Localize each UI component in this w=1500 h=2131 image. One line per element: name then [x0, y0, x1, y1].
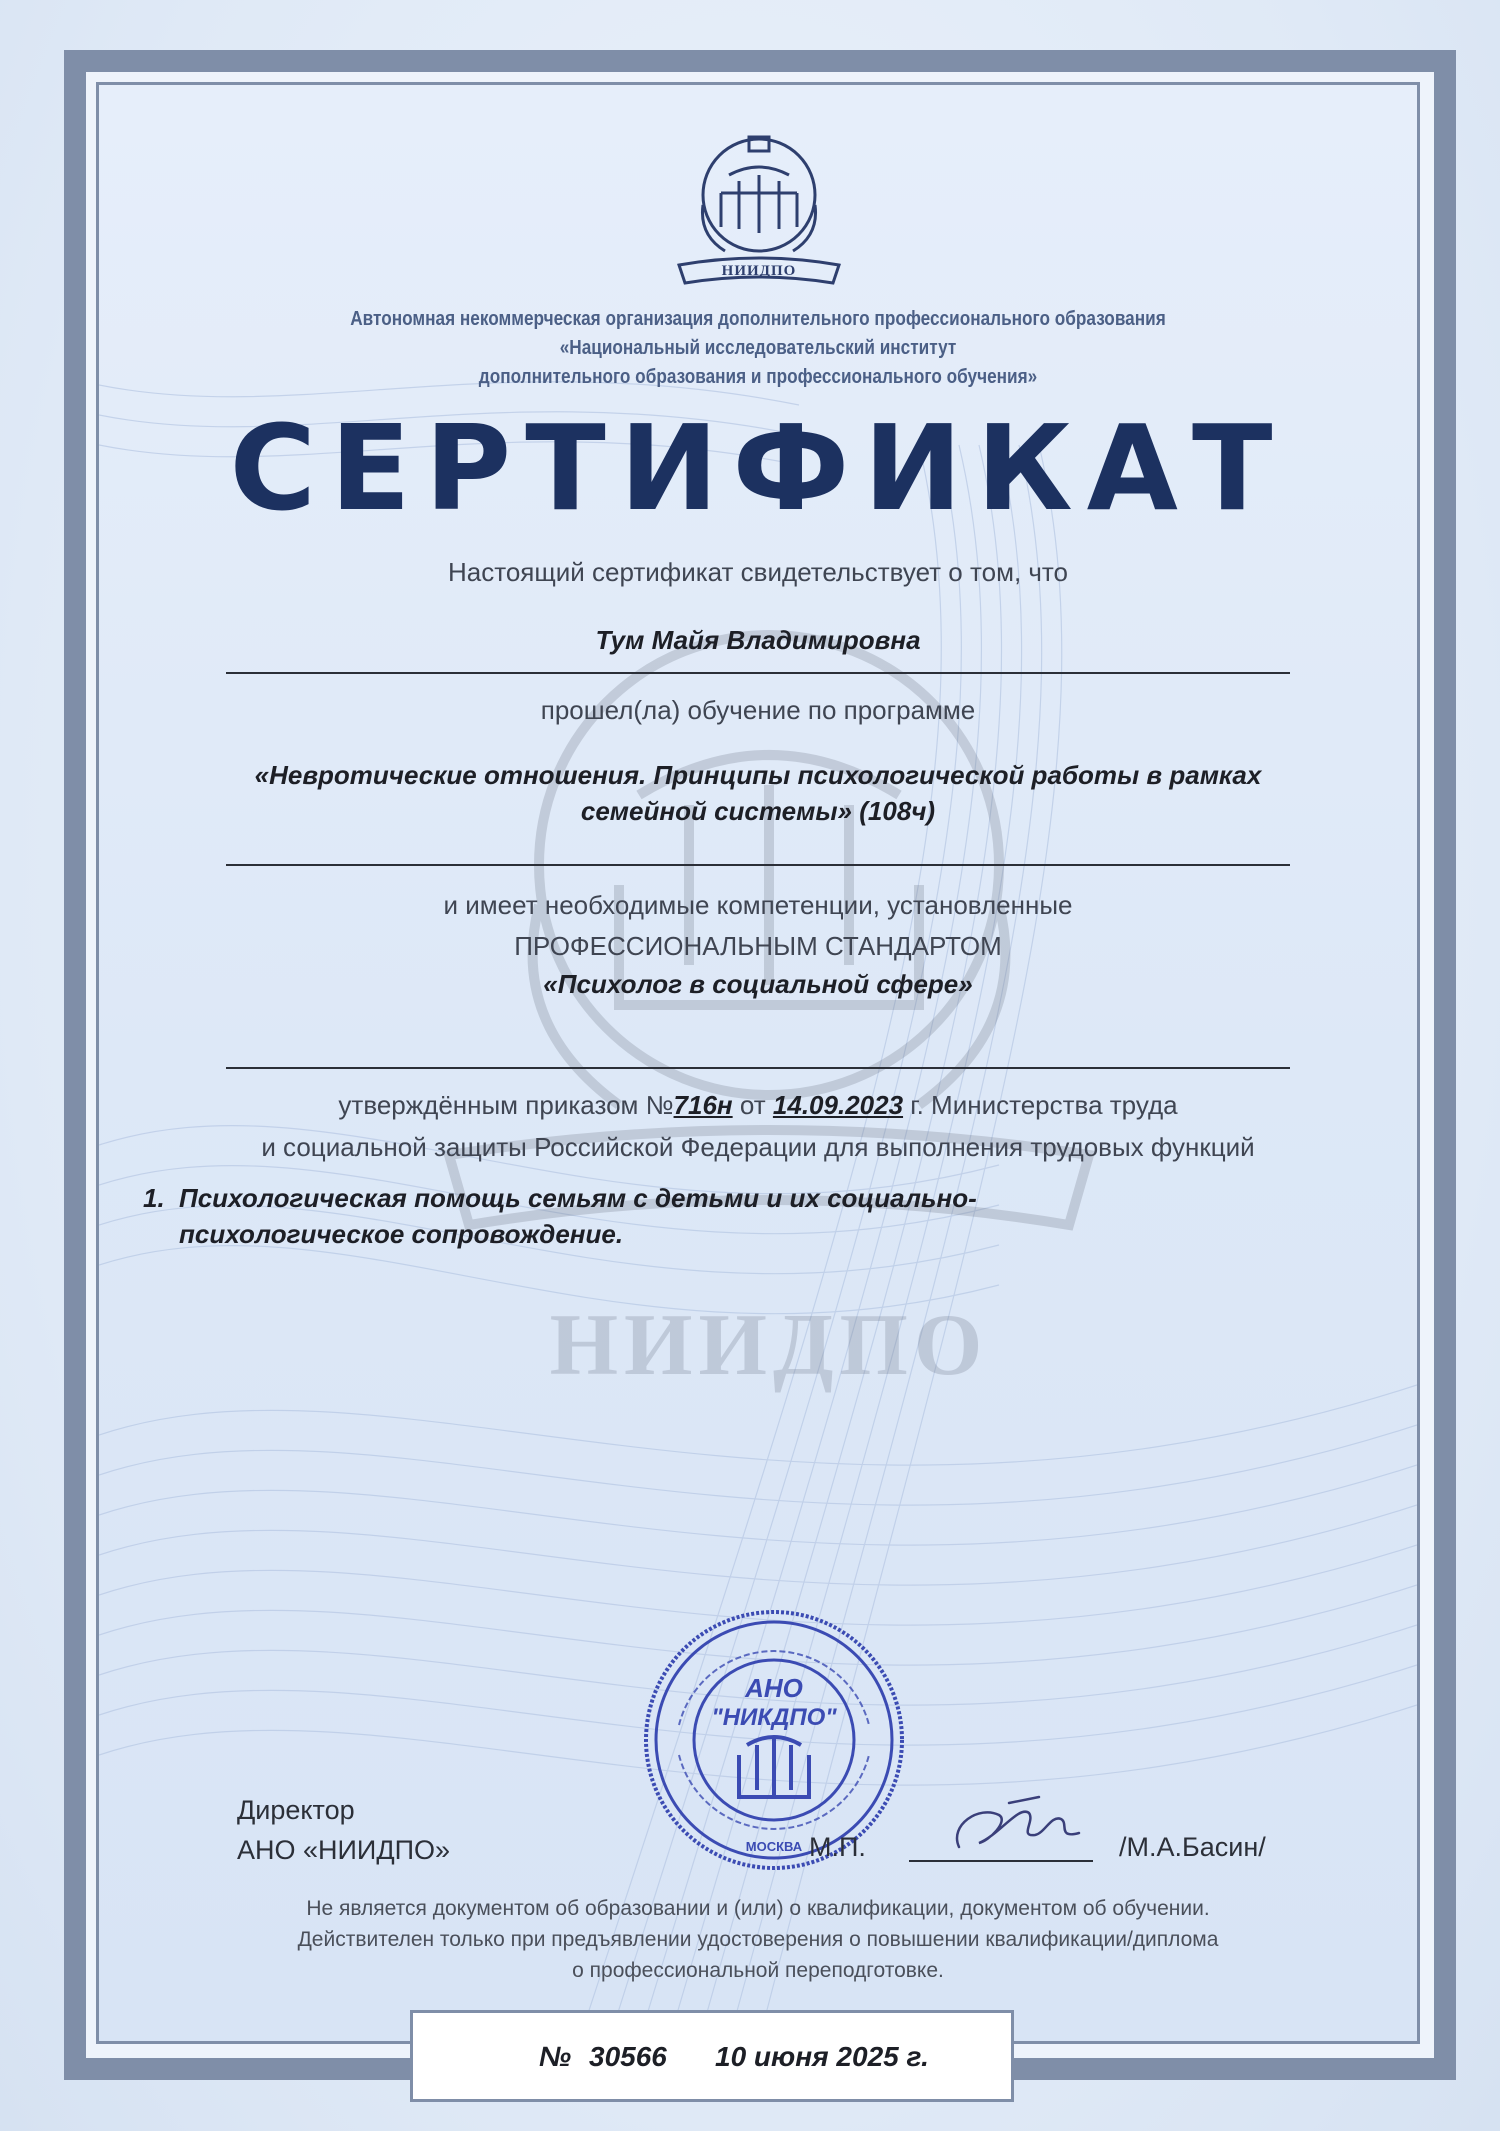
stamp-center-1: АНО: [745, 1673, 803, 1703]
program-title: [99, 757, 1417, 829]
professional-standard: «Психолог в социальной сфере»: [543, 969, 973, 999]
org-line-2: «Национальный исследовательский институт: [559, 337, 957, 359]
order-suffix: г. Министерства труда: [910, 1090, 1178, 1120]
logo-text: НИИДПО: [721, 263, 797, 279]
order-line-2: и социальной защиты Российской Федерации для выполнения трудовых функций: [261, 1132, 1255, 1162]
order-number: 716н: [673, 1090, 733, 1120]
org-line-3: дополнительного образования и профессионального обучения»: [478, 366, 1038, 388]
function-line-2: психологическое сопровождение.: [179, 1219, 624, 1249]
issue-date: 10 июня 2025 г.: [715, 2041, 929, 2072]
disclaimer-line-2: Действителен только при предъявлении удостоверения о повышении квалификации/диплома: [297, 1928, 1219, 1951]
trained-label: прошел(ла) обучение по программе: [540, 695, 976, 725]
labor-function-item: [143, 1180, 1243, 1252]
program-line-2: семейной системы» (108ч): [580, 796, 936, 826]
rule-program: [226, 864, 1290, 866]
signer-name: /М.А.Басин/: [1119, 1832, 1266, 1862]
number-label: №: [539, 2041, 572, 2072]
certificate-number: 30566: [589, 2041, 667, 2072]
stamp-center-2: "НИКДПО": [711, 1704, 837, 1731]
institute-logo: [659, 125, 859, 295]
disclaimer-line-1: Не является документом об образовании и (или) о квалификации, документом об обучении.: [306, 1897, 1210, 1920]
certificate-content: [99, 85, 1417, 2041]
program-line-1: «Невротические отношения. Принципы психологической работы в рамках: [254, 760, 1262, 790]
director-role: Директор: [237, 1795, 355, 1825]
certificate-title: СЕРТИФИКАТ: [229, 399, 1287, 537]
disclaimer: [99, 1893, 1417, 1986]
rule-standard: [226, 1067, 1290, 1069]
recipient-name: Тум Майя Владимировна: [595, 625, 921, 655]
org-line-1: Автономная некоммерческая организация дополнительного профессионального образования: [350, 308, 1166, 330]
order-line-1: [99, 1090, 1417, 1121]
order-prefix: утверждённым приказом №: [338, 1090, 674, 1120]
stamp-city: МОСКВА: [745, 1839, 803, 1854]
certificate-number-box: [410, 2010, 1014, 2102]
intro-text: Настоящий сертификат свидетельствует о том, что: [447, 557, 1069, 587]
competence-line-2: ПРОФЕССИОНАЛЬНЫМ СТАНДАРТОМ: [514, 931, 1002, 961]
director-org: АНО «НИИДПО»: [237, 1835, 451, 1865]
signature-line: [909, 1860, 1093, 1862]
round-seal-stamp: [639, 1605, 909, 1875]
rule-recipient: [226, 672, 1290, 674]
director-title: [237, 1790, 450, 1870]
competence-line-1: и имеет необходимые компетенции, установленные: [443, 890, 1073, 920]
function-number: 1.: [143, 1183, 165, 1213]
organization-name: [277, 305, 1238, 392]
disclaimer-line-3: о профессиональной переподготовке.: [572, 1959, 944, 1982]
handwritten-signature: [939, 1785, 1089, 1865]
watermark-text: НИИДПО: [549, 1297, 989, 1394]
order-date: 14.09.2023: [772, 1090, 904, 1120]
order-from: от: [739, 1090, 766, 1120]
mp-label: М.П.: [809, 1832, 866, 1862]
function-line-1: Психологическая помощь семьям с детьми и их социально-: [179, 1183, 977, 1213]
